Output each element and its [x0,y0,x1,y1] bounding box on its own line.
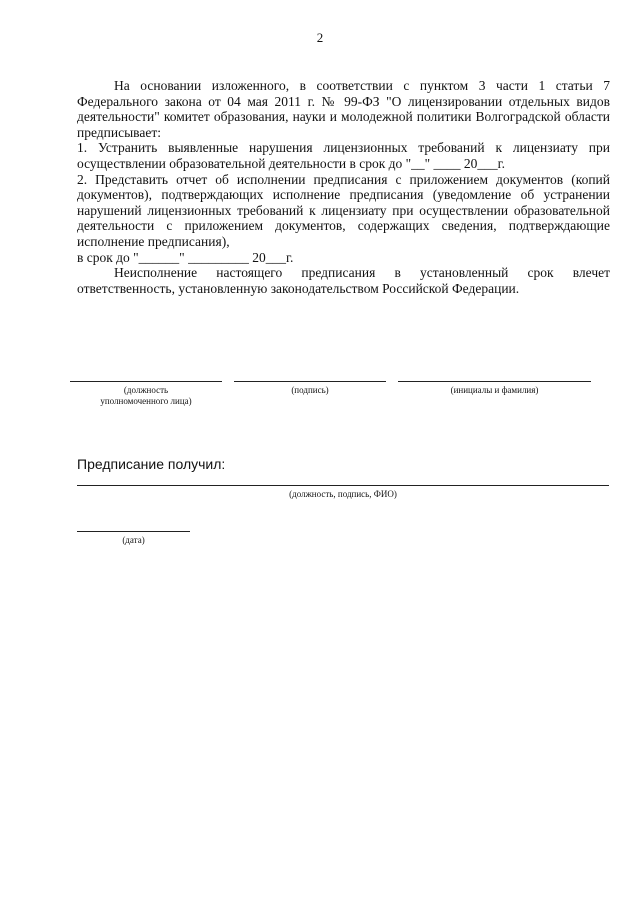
signature-name-field [398,381,591,411]
document-body [77,78,610,296]
item-2-paragraph: 2. Представить отчет об исполнении предписания с приложением документов (копий документов), подтверждающих исполнение предписания (уведомление об устранении нарушений лицензионных требований к лицензиату при осуществлении образовательной деятельности с приложением документов, содержащих сведения, подтверждающие исполнение предписания), [77,171,610,249]
page-number: 2 [316,30,324,45]
signature-sign-caption: (подпись) [291,385,329,395]
signature-name-line [398,381,591,382]
liability-paragraph: Неисполнение настоящего предписания в установленный срок влечет ответственность, установленную законодательством Российской Федерации. [77,265,610,296]
date-field [77,531,190,546]
item-1-paragraph: 1. Устранить выявленные нарушения лицензионных требований к лицензиату при осуществлении образовательной деятельности в срок до "__" ____ 20___г. [77,140,610,171]
receipt-line [77,485,609,486]
signature-position-field [70,381,222,411]
intro-paragraph: На основании изложенного, в соответствии с пунктом 3 части 1 статьи 7 Федерального закона от 04 мая 2011 г. № 99-ФЗ "О лицензировании отдельных видов деятельности" комитет образования, науки и молодежной политики Волгоградской области предписывает: [77,78,610,140]
receipt-field [77,485,609,500]
receipt-caption: (должность, подпись, ФИО) [289,489,397,499]
signature-position-line [70,381,222,382]
date-line [77,531,190,532]
date-caption: (дата) [122,535,145,545]
signature-sign-line [234,381,386,382]
receipt-label: Предписание получил: [77,456,226,472]
signature-position-caption: (должность уполномоченного лица) [100,385,192,406]
signature-sign-field [234,381,386,411]
signature-name-caption: (инициалы и фамилия) [450,385,539,395]
deadline-paragraph: в срок до "______" _________ 20___г. [77,249,294,265]
